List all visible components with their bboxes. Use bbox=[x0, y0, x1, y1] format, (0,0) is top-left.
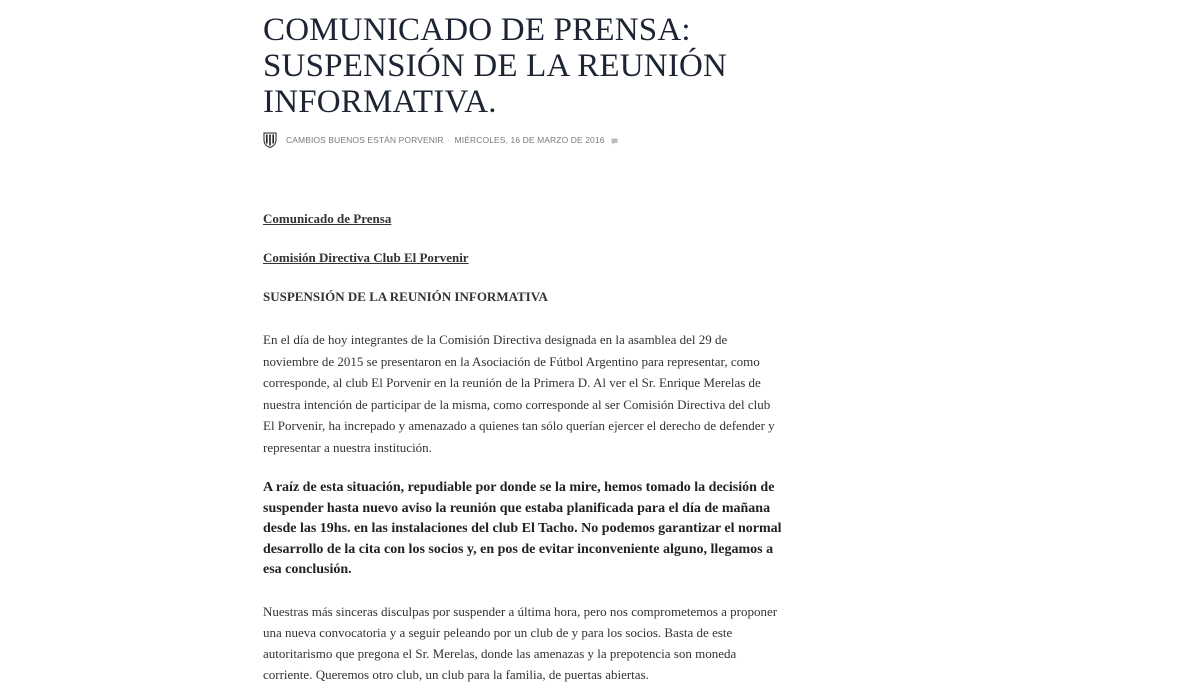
meta-separator: · bbox=[447, 135, 451, 145]
post-author-link[interactable]: CAMBIOS BUENOS ESTÁN PORVENIR bbox=[286, 135, 444, 145]
post-body bbox=[263, 211, 783, 685]
heading-board: Comisión Directiva Club El Porvenir bbox=[263, 250, 469, 265]
paragraph-2: A raíz de esta situación, repudiable por donde se la mire, hemos tomado la decisión de suspender hasta nuevo aviso la reunión que estaba planificada para el día de mañana desde las 19hs. en las instalaciones del club El Tacho. No podemos garantizar el normal desarrollo de la cita con los socios y, en pos de evitar inconveniente alguno, llegamos a esa conclusión. bbox=[263, 480, 782, 577]
post-meta bbox=[263, 132, 783, 148]
post-date[interactable]: MIÉRCOLES, 16 DE MARZO DE 2016 bbox=[454, 135, 605, 145]
article bbox=[263, 0, 783, 685]
club-crest-icon[interactable] bbox=[263, 132, 277, 148]
heading-press-release: Comunicado de Prensa bbox=[263, 211, 392, 226]
paragraph-1: En el día de hoy integrantes de la Comisión Directiva designada en la asamblea del 29 de noviembre de 2015 se presentaron en la Asociación de Fútbol Argentino para representar, como corresponde, al club El Porvenir en la reunión de la Primera D. Al ver el Sr. Enrique Merelas de nuestra intención de participar de la misma, como corresponde al ser Comisión Directiva del club El Porvenir, ha increpado y amenazado a quienes tan sólo querían ejercer el derecho de defender y representar a nuestra institución. bbox=[263, 332, 775, 455]
post-title: COMUNICADO DE PRENSA: SUSPENSIÓN DE LA REUNIÓN INFORMATIVA. bbox=[263, 12, 728, 120]
heading-suspension: SUSPENSIÓN DE LA REUNIÓN INFORMATIVA bbox=[263, 289, 548, 304]
paragraph-3: Nuestras más sinceras disculpas por suspender a última hora, pero nos comprometemos a proponer una nueva convocatoria y a seguir peleando por un club de y para los socios. Basta de este autoritarismo que pregona el Sr. Merelas, donde las amenazas y la prepotencia son moneda corriente. Queremos otro club, un club para la familia, de puertas abiertas. bbox=[263, 603, 778, 682]
comment-icon[interactable] bbox=[611, 137, 618, 144]
